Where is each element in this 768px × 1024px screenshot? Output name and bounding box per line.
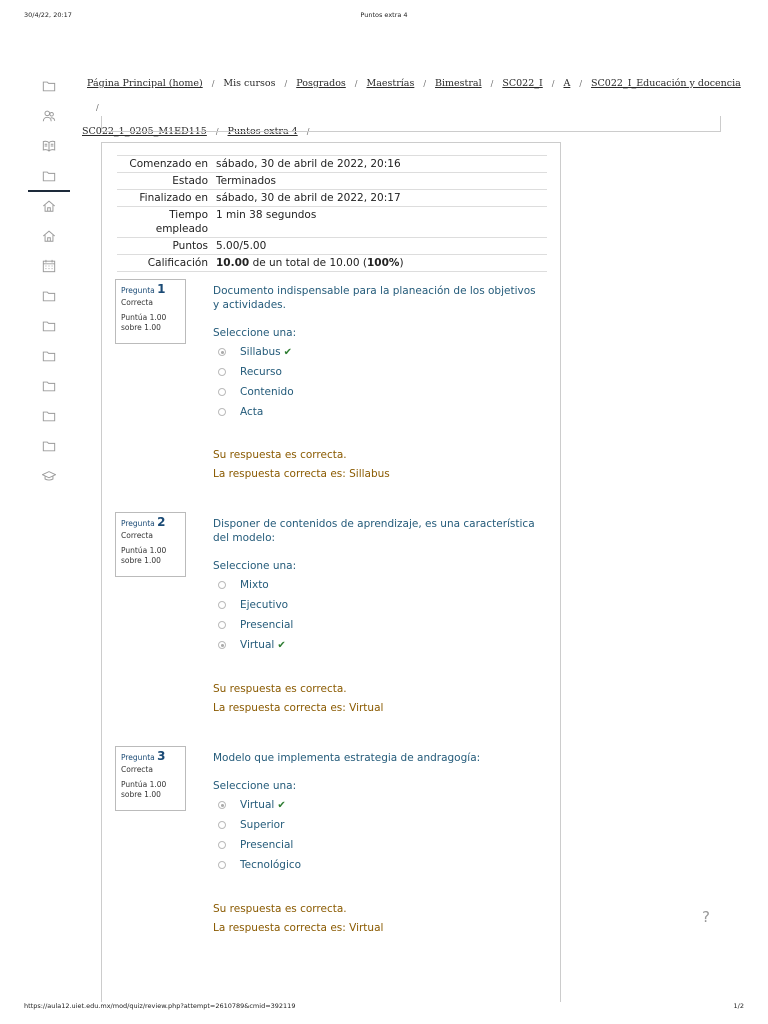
breadcrumb-item[interactable]: [87, 78, 203, 89]
question-info-2: [115, 512, 186, 577]
folder-icon: [42, 168, 56, 187]
grade-label: Calificación: [147, 257, 208, 269]
answer-option: [213, 595, 543, 615]
print-url: https://aula12.uiet.edu.mx/mod/quiz/review.php?attempt=2610789&cmid=392119: [24, 1002, 296, 1010]
summary-row-finished: [117, 190, 547, 207]
breadcrumb-separator: /: [96, 103, 99, 112]
answer-option: [213, 575, 543, 595]
print-title: Puntos extra 4: [360, 11, 408, 19]
time-label: Tiempo empleado: [155, 209, 208, 235]
sidebar-item-4[interactable]: [28, 162, 70, 192]
answer-option: [213, 615, 543, 635]
answer-label: Sillabus: [240, 346, 281, 358]
sidebar-item-1[interactable]: [28, 72, 70, 102]
answer-option: [213, 795, 543, 815]
question-body-3: [213, 751, 543, 875]
answer-option: [213, 382, 543, 402]
question-prompt: Seleccione una:: [213, 327, 297, 339]
answer-list: [213, 795, 543, 875]
answer-option: [213, 342, 543, 362]
question-prompt: Seleccione una:: [213, 780, 297, 792]
sidebar-item-9[interactable]: [28, 312, 70, 342]
sidebar-item-14[interactable]: [28, 462, 70, 492]
print-page-number: 1/2: [733, 1002, 744, 1010]
grade-end: ): [399, 257, 404, 269]
state-value: Terminados: [216, 175, 277, 187]
answer-label: Presencial: [240, 619, 294, 631]
print-date: 30/4/22, 20:17: [24, 11, 72, 19]
question-number: [121, 284, 180, 296]
answer-radio[interactable]: [218, 601, 226, 609]
question-prompt: Seleccione una:: [213, 560, 297, 572]
feedback-text: Su respuesta es correcta.: [213, 683, 347, 695]
sidebar-item-8[interactable]: [28, 282, 70, 312]
header-box: [101, 116, 721, 132]
breadcrumb-separator: /: [211, 79, 215, 88]
question-info-1: [115, 279, 186, 344]
print-footer: [0, 1002, 768, 1014]
answer-option: [213, 835, 543, 855]
grade-value-cell: [214, 255, 547, 272]
sidebar-item-11[interactable]: [28, 372, 70, 402]
started-label: Comenzado en: [129, 158, 208, 170]
question-label: Pregunta: [121, 753, 155, 762]
answer-radio[interactable]: [218, 861, 226, 869]
home-icon: [42, 198, 56, 217]
right-answer-text: La respuesta correcta es: Virtual: [213, 922, 384, 934]
grade-value: 10.00: [216, 257, 250, 269]
breadcrumb-separator: /: [215, 127, 219, 136]
breadcrumb-link[interactable]: SC022_I: [502, 78, 543, 89]
answer-radio[interactable]: [218, 821, 226, 829]
breadcrumb-separator: /: [423, 79, 427, 88]
breadcrumb-item: [223, 78, 275, 89]
answer-radio[interactable]: [218, 388, 226, 396]
question-state: Correcta: [121, 531, 153, 540]
breadcrumb-link[interactable]: SC022_I_Educación y docencia: [591, 78, 741, 89]
breadcrumb-item[interactable]: [367, 78, 415, 89]
question-state: Correcta: [121, 765, 153, 774]
points-label: Puntos: [172, 240, 208, 252]
question-number-value: 3: [157, 749, 166, 763]
folder-icon: [42, 318, 56, 337]
answer-radio[interactable]: [218, 408, 226, 416]
folder-icon: [42, 78, 56, 97]
answer-label: Superior: [240, 819, 285, 831]
answer-option: [213, 855, 543, 875]
breadcrumb-separator: /: [490, 79, 494, 88]
answer-label: Contenido: [240, 386, 294, 398]
question-label: Pregunta: [121, 286, 155, 295]
answer-label: Acta: [240, 406, 264, 418]
breadcrumb-item[interactable]: [563, 78, 570, 89]
folder-icon: [42, 378, 56, 397]
question-grade: Puntúa 1.00 sobre 1.00: [121, 780, 167, 799]
answer-list: [213, 342, 543, 422]
graduation-cap-icon: [42, 468, 56, 487]
finished-label: Finalizado en: [139, 192, 208, 204]
question-text: Disponer de contenidos de aprendizaje, es una característica del modelo:: [213, 518, 535, 544]
question-label: Pregunta: [121, 519, 155, 528]
answer-label: Recurso: [240, 366, 282, 378]
grade-percent: 100%: [366, 257, 400, 269]
answer-label: Virtual: [240, 799, 275, 811]
question-body-2: [213, 517, 543, 655]
folder-icon: [42, 288, 56, 307]
home-icon: [42, 228, 56, 247]
sidebar-item-3[interactable]: [28, 132, 70, 162]
breadcrumb-link[interactable]: Página Principal (home): [87, 78, 203, 89]
answer-label: Mixto: [240, 579, 269, 591]
breadcrumb-item[interactable]: [296, 78, 346, 89]
answer-label: Ejecutivo: [240, 599, 289, 611]
book-icon: [42, 138, 56, 157]
question-number-value: 2: [157, 515, 166, 529]
answer-option: [213, 402, 543, 422]
question-number-value: 1: [157, 282, 166, 296]
question-body-1: [213, 284, 543, 422]
attempt-summary-table: [117, 155, 547, 272]
breadcrumb-item[interactable]: [502, 78, 542, 89]
summary-row-time: [117, 207, 547, 238]
print-header: [0, 11, 768, 23]
folder-icon: [42, 348, 56, 367]
time-value: 1 min 38 segundos: [216, 209, 317, 221]
question-number: [121, 751, 180, 763]
question-text: Documento indispensable para la planeación de los objetivos y actividades.: [213, 285, 536, 311]
breadcrumb-item[interactable]: [435, 78, 482, 89]
summary-row-started: [117, 156, 547, 173]
answer-label: Virtual: [240, 639, 275, 651]
question-grade: Puntúa 1.00 sobre 1.00: [121, 313, 167, 332]
answer-option: [213, 362, 543, 382]
breadcrumb-line-1: [82, 72, 742, 120]
check-icon: ✔: [277, 639, 286, 651]
check-icon: ✔: [277, 799, 286, 811]
check-icon: ✔: [283, 346, 293, 358]
answer-radio[interactable]: [218, 641, 226, 649]
breadcrumb-separator: /: [551, 79, 555, 88]
question-info-3: [115, 746, 186, 811]
sidebar-item-2[interactable]: [28, 102, 70, 132]
breadcrumb: [82, 72, 742, 144]
sidebar-item-6[interactable]: [28, 222, 70, 252]
answer-label: Presencial: [240, 839, 294, 851]
breadcrumb-link[interactable]: Bimestral: [435, 78, 482, 89]
sidebar-item-10[interactable]: [28, 342, 70, 372]
right-answer-text: La respuesta correcta es: Sillabus: [213, 468, 390, 480]
calendar-icon: [42, 258, 56, 277]
sidebar-nav: [28, 72, 70, 492]
answer-radio[interactable]: [218, 621, 226, 629]
answer-radio[interactable]: [218, 841, 226, 849]
question-feedback: [213, 448, 543, 481]
sidebar-item-5[interactable]: [28, 192, 70, 222]
question-text: Modelo que implementa estrategia de andragogía:: [213, 752, 481, 764]
sidebar-item-12[interactable]: [28, 402, 70, 432]
answer-label: Tecnológico: [240, 859, 302, 871]
question-feedback: [213, 902, 543, 935]
answer-radio[interactable]: [218, 348, 226, 356]
points-value: 5.00/5.00: [216, 240, 267, 252]
answer-list: [213, 575, 543, 655]
started-value: sábado, 30 de abril de 2022, 20:16: [216, 158, 401, 170]
breadcrumb-item[interactable]: [591, 78, 741, 89]
folder-icon: [42, 408, 56, 427]
feedback-text: Su respuesta es correcta.: [213, 903, 347, 915]
feedback-text: Su respuesta es correcta.: [213, 449, 347, 461]
right-answer-text: La respuesta correcta es: Virtual: [213, 702, 384, 714]
finished-value: sábado, 30 de abril de 2022, 20:17: [216, 192, 401, 204]
breadcrumb-text: Mis cursos: [223, 78, 276, 89]
summary-row-state: [117, 173, 547, 190]
question-grade: Puntúa 1.00 sobre 1.00: [121, 546, 167, 565]
answer-option: [213, 815, 543, 835]
summary-row-grade: [117, 255, 547, 272]
question-feedback: [213, 682, 543, 715]
question-state: Correcta: [121, 298, 153, 307]
breadcrumb-link[interactable]: Posgrados: [296, 78, 346, 89]
question-number: [121, 517, 180, 529]
breadcrumb-separator: /: [284, 79, 288, 88]
breadcrumb-separator: /: [354, 79, 358, 88]
folder-icon: [42, 438, 56, 457]
breadcrumb-separator: /: [306, 127, 310, 136]
sidebar-item-13[interactable]: [28, 432, 70, 462]
breadcrumb-link[interactable]: SC022_1_0205_M1ED115: [82, 126, 207, 137]
sidebar-item-7[interactable]: [28, 252, 70, 282]
breadcrumb-link[interactable]: A: [563, 78, 571, 89]
answer-option: [213, 635, 543, 655]
question-icon[interactable]: ?: [702, 908, 710, 926]
answer-radio[interactable]: [218, 368, 226, 376]
breadcrumb-link[interactable]: Puntos extra 4: [227, 126, 298, 137]
answer-radio[interactable]: [218, 581, 226, 589]
grade-mid: de un total de 10.00 (: [252, 257, 367, 269]
summary-row-points: [117, 238, 547, 255]
users-icon: [42, 108, 56, 127]
state-label: Estado: [172, 175, 208, 187]
breadcrumb-separator: /: [579, 79, 583, 88]
answer-radio[interactable]: [218, 801, 226, 809]
breadcrumb-link[interactable]: Maestrías: [366, 78, 415, 89]
